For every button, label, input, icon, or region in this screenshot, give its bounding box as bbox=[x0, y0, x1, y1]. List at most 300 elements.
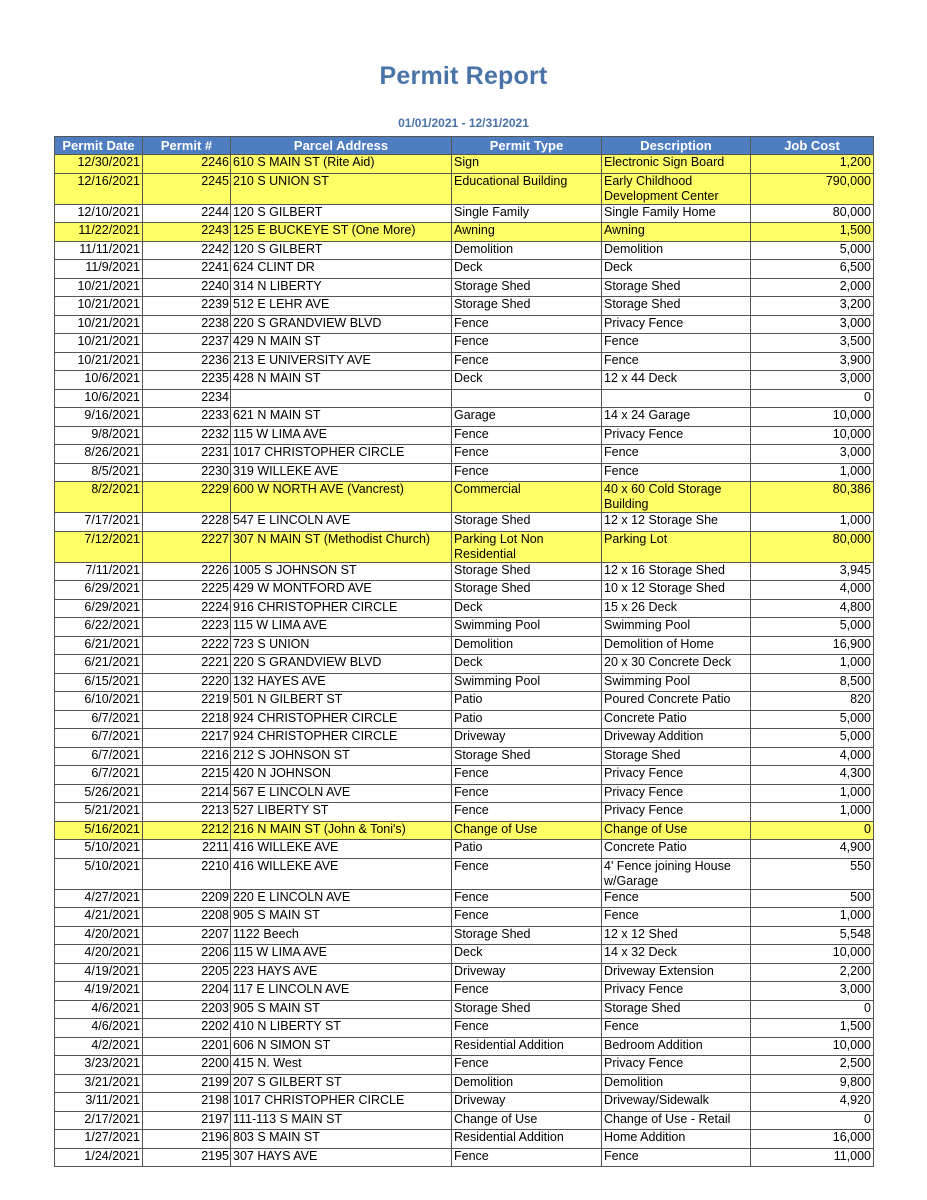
cell-permit-date: 4/6/2021 bbox=[55, 1019, 143, 1038]
table-row bbox=[55, 1019, 874, 1038]
cell-permit-number: 2222 bbox=[143, 636, 231, 655]
cell-description: Electronic Sign Board bbox=[602, 155, 751, 174]
cell-description: Concrete Patio bbox=[602, 840, 751, 859]
cell-permit-type: Educational Building bbox=[452, 173, 602, 204]
cell-permit-type: Storage Shed bbox=[452, 562, 602, 581]
cell-permit-type: Swimming Pool bbox=[452, 673, 602, 692]
cell-job-cost: 4,900 bbox=[751, 840, 874, 859]
cell-description: Early Childhood Development Center bbox=[602, 173, 751, 204]
cell-parcel-address: 314 N LIBERTY bbox=[231, 278, 452, 297]
date-range: 01/01/2021 - 12/31/2021 bbox=[398, 116, 529, 130]
cell-description: Concrete Patio bbox=[602, 710, 751, 729]
cell-description: Demolition bbox=[602, 1074, 751, 1093]
cell-description: Fence bbox=[602, 352, 751, 371]
cell-job-cost: 3,000 bbox=[751, 445, 874, 464]
cell-parcel-address: 501 N GILBERT ST bbox=[231, 692, 452, 711]
table-row bbox=[55, 241, 874, 260]
cell-permit-date: 6/21/2021 bbox=[55, 636, 143, 655]
table-row bbox=[55, 692, 874, 711]
table-row bbox=[55, 655, 874, 674]
cell-description: Privacy Fence bbox=[602, 426, 751, 445]
cell-parcel-address: 547 E LINCOLN AVE bbox=[231, 513, 452, 532]
cell-parcel-address: 132 HAYES AVE bbox=[231, 673, 452, 692]
cell-permit-number: 2196 bbox=[143, 1130, 231, 1149]
cell-permit-date: 4/20/2021 bbox=[55, 926, 143, 945]
cell-permit-number: 2204 bbox=[143, 982, 231, 1001]
table-row bbox=[55, 204, 874, 223]
cell-permit-type: Commercial bbox=[452, 482, 602, 513]
cell-parcel-address: 429 W MONTFORD AVE bbox=[231, 581, 452, 600]
cell-job-cost: 5,000 bbox=[751, 618, 874, 637]
table-row bbox=[55, 636, 874, 655]
cell-description: 10 x 12 Storage Shed bbox=[602, 581, 751, 600]
cell-job-cost: 3,900 bbox=[751, 352, 874, 371]
cell-description: 14 x 32 Deck bbox=[602, 945, 751, 964]
cell-description: Privacy Fence bbox=[602, 766, 751, 785]
cell-permit-number: 2231 bbox=[143, 445, 231, 464]
cell-parcel-address: 415 N. West bbox=[231, 1056, 452, 1075]
cell-job-cost: 1,200 bbox=[751, 155, 874, 174]
cell-permit-date: 3/21/2021 bbox=[55, 1074, 143, 1093]
cell-description: Storage Shed bbox=[602, 297, 751, 316]
cell-description: Demolition bbox=[602, 241, 751, 260]
cell-permit-type: Fence bbox=[452, 315, 602, 334]
cell-parcel-address: 428 N MAIN ST bbox=[231, 371, 452, 390]
cell-permit-type bbox=[452, 389, 602, 408]
cell-permit-date: 6/21/2021 bbox=[55, 655, 143, 674]
cell-job-cost: 3,000 bbox=[751, 371, 874, 390]
table-row bbox=[55, 840, 874, 859]
cell-permit-date: 6/10/2021 bbox=[55, 692, 143, 711]
table-row bbox=[55, 858, 874, 889]
table-row bbox=[55, 260, 874, 279]
cell-permit-type: Change of Use bbox=[452, 1111, 602, 1130]
cell-permit-type: Deck bbox=[452, 599, 602, 618]
table-header-row bbox=[55, 137, 874, 155]
cell-permit-date: 10/21/2021 bbox=[55, 278, 143, 297]
cell-job-cost: 5,548 bbox=[751, 926, 874, 945]
cell-parcel-address: 117 E LINCOLN AVE bbox=[231, 982, 452, 1001]
cell-permit-number: 2201 bbox=[143, 1037, 231, 1056]
cell-description: 12 x 16 Storage Shed bbox=[602, 562, 751, 581]
cell-permit-type: Fence bbox=[452, 426, 602, 445]
cell-permit-date: 11/9/2021 bbox=[55, 260, 143, 279]
cell-job-cost: 2,000 bbox=[751, 278, 874, 297]
cell-permit-number: 2239 bbox=[143, 297, 231, 316]
cell-permit-type: Demolition bbox=[452, 241, 602, 260]
table-row bbox=[55, 562, 874, 581]
cell-job-cost: 3,000 bbox=[751, 982, 874, 1001]
cell-job-cost: 80,386 bbox=[751, 482, 874, 513]
cell-permit-number: 2195 bbox=[143, 1148, 231, 1167]
cell-parcel-address: 606 N SIMON ST bbox=[231, 1037, 452, 1056]
cell-parcel-address: 512 E LEHR AVE bbox=[231, 297, 452, 316]
cell-parcel-address: 624 CLINT DR bbox=[231, 260, 452, 279]
table-row bbox=[55, 297, 874, 316]
table-row bbox=[55, 784, 874, 803]
cell-permit-date: 7/12/2021 bbox=[55, 531, 143, 562]
cell-description: Demolition of Home bbox=[602, 636, 751, 655]
cell-parcel-address: 1122 Beech bbox=[231, 926, 452, 945]
cell-permit-type: Fence bbox=[452, 858, 602, 889]
cell-permit-number: 2245 bbox=[143, 173, 231, 204]
cell-permit-date: 9/16/2021 bbox=[55, 408, 143, 427]
cell-permit-date: 11/11/2021 bbox=[55, 241, 143, 260]
cell-permit-number: 2225 bbox=[143, 581, 231, 600]
cell-permit-date: 6/7/2021 bbox=[55, 729, 143, 748]
cell-permit-type: Fence bbox=[452, 803, 602, 822]
cell-permit-date: 6/15/2021 bbox=[55, 673, 143, 692]
cell-parcel-address: 1017 CHRISTOPHER CIRCLE bbox=[231, 1093, 452, 1112]
cell-permit-number: 2232 bbox=[143, 426, 231, 445]
table-row bbox=[55, 599, 874, 618]
cell-permit-type: Fence bbox=[452, 908, 602, 927]
cell-parcel-address: 621 N MAIN ST bbox=[231, 408, 452, 427]
cell-permit-type: Residential Addition bbox=[452, 1037, 602, 1056]
cell-permit-number: 2234 bbox=[143, 389, 231, 408]
cell-permit-type: Storage Shed bbox=[452, 747, 602, 766]
table-row bbox=[55, 673, 874, 692]
cell-parcel-address: 610 S MAIN ST (Rite Aid) bbox=[231, 155, 452, 174]
cell-permit-type: Fence bbox=[452, 1019, 602, 1038]
cell-permit-type: Storage Shed bbox=[452, 297, 602, 316]
cell-permit-type: Residential Addition bbox=[452, 1130, 602, 1149]
cell-parcel-address: 416 WILLEKE AVE bbox=[231, 858, 452, 889]
cell-permit-number: 2243 bbox=[143, 223, 231, 242]
cell-description: Privacy Fence bbox=[602, 803, 751, 822]
table-row bbox=[55, 1074, 874, 1093]
cell-permit-date: 2/17/2021 bbox=[55, 1111, 143, 1130]
cell-parcel-address: 429 N MAIN ST bbox=[231, 334, 452, 353]
cell-parcel-address: 220 S GRANDVIEW BLVD bbox=[231, 655, 452, 674]
table-row bbox=[55, 513, 874, 532]
cell-permit-number: 2198 bbox=[143, 1093, 231, 1112]
table-row bbox=[55, 1000, 874, 1019]
cell-permit-date: 10/21/2021 bbox=[55, 352, 143, 371]
cell-job-cost: 1,000 bbox=[751, 655, 874, 674]
table-row bbox=[55, 926, 874, 945]
table-row bbox=[55, 278, 874, 297]
cell-job-cost: 3,945 bbox=[751, 562, 874, 581]
cell-parcel-address: 307 HAYS AVE bbox=[231, 1148, 452, 1167]
cell-permit-number: 2209 bbox=[143, 889, 231, 908]
cell-description: 14 x 24 Garage bbox=[602, 408, 751, 427]
cell-permit-number: 2219 bbox=[143, 692, 231, 711]
cell-parcel-address: 115 W LIMA AVE bbox=[231, 426, 452, 445]
cell-permit-number: 2199 bbox=[143, 1074, 231, 1093]
cell-permit-number: 2238 bbox=[143, 315, 231, 334]
cell-parcel-address: 924 CHRISTOPHER CIRCLE bbox=[231, 710, 452, 729]
cell-job-cost: 4,300 bbox=[751, 766, 874, 785]
table-row bbox=[55, 426, 874, 445]
cell-permit-type: Deck bbox=[452, 371, 602, 390]
table-row bbox=[55, 729, 874, 748]
cell-description: Storage Shed bbox=[602, 747, 751, 766]
cell-parcel-address: 410 N LIBERTY ST bbox=[231, 1019, 452, 1038]
cell-permit-date: 3/11/2021 bbox=[55, 1093, 143, 1112]
cell-permit-number: 2211 bbox=[143, 840, 231, 859]
table-row bbox=[55, 1111, 874, 1130]
cell-permit-date: 12/16/2021 bbox=[55, 173, 143, 204]
cell-parcel-address: 924 CHRISTOPHER CIRCLE bbox=[231, 729, 452, 748]
cell-job-cost: 1,000 bbox=[751, 513, 874, 532]
cell-job-cost: 10,000 bbox=[751, 426, 874, 445]
table-row bbox=[55, 531, 874, 562]
table-row bbox=[55, 803, 874, 822]
cell-permit-type: Fence bbox=[452, 784, 602, 803]
cell-permit-date: 4/2/2021 bbox=[55, 1037, 143, 1056]
cell-permit-number: 2224 bbox=[143, 599, 231, 618]
cell-description: Privacy Fence bbox=[602, 315, 751, 334]
cell-permit-date: 3/23/2021 bbox=[55, 1056, 143, 1075]
cell-parcel-address: 803 S MAIN ST bbox=[231, 1130, 452, 1149]
cell-permit-date: 4/21/2021 bbox=[55, 908, 143, 927]
table-row bbox=[55, 766, 874, 785]
cell-permit-number: 2200 bbox=[143, 1056, 231, 1075]
table-row bbox=[55, 389, 874, 408]
cell-job-cost: 3,000 bbox=[751, 315, 874, 334]
cell-permit-date: 12/30/2021 bbox=[55, 155, 143, 174]
cell-permit-number: 2216 bbox=[143, 747, 231, 766]
cell-job-cost: 2,200 bbox=[751, 963, 874, 982]
cell-parcel-address: 916 CHRISTOPHER CIRCLE bbox=[231, 599, 452, 618]
cell-permit-date: 7/11/2021 bbox=[55, 562, 143, 581]
cell-permit-number: 2244 bbox=[143, 204, 231, 223]
cell-description: Driveway Extension bbox=[602, 963, 751, 982]
cell-job-cost: 0 bbox=[751, 1111, 874, 1130]
cell-description: Storage Shed bbox=[602, 278, 751, 297]
cell-permit-number: 2202 bbox=[143, 1019, 231, 1038]
cell-permit-type: Garage bbox=[452, 408, 602, 427]
cell-permit-number: 2221 bbox=[143, 655, 231, 674]
cell-parcel-address: 527 LIBERTY ST bbox=[231, 803, 452, 822]
cell-parcel-address: 1017 CHRISTOPHER CIRCLE bbox=[231, 445, 452, 464]
table-row bbox=[55, 1148, 874, 1167]
header-description: Description bbox=[602, 137, 751, 155]
cell-job-cost: 80,000 bbox=[751, 531, 874, 562]
cell-permit-date: 4/19/2021 bbox=[55, 963, 143, 982]
cell-parcel-address: 220 E LINCOLN AVE bbox=[231, 889, 452, 908]
cell-parcel-address: 120 S GILBERT bbox=[231, 241, 452, 260]
cell-permit-date: 4/6/2021 bbox=[55, 1000, 143, 1019]
cell-description: Poured Concrete Patio bbox=[602, 692, 751, 711]
cell-description: Fence bbox=[602, 1019, 751, 1038]
cell-parcel-address: 905 S MAIN ST bbox=[231, 1000, 452, 1019]
cell-parcel-address: 319 WILLEKE AVE bbox=[231, 463, 452, 482]
cell-description: Privacy Fence bbox=[602, 1056, 751, 1075]
cell-permit-date: 6/22/2021 bbox=[55, 618, 143, 637]
cell-permit-date: 8/2/2021 bbox=[55, 482, 143, 513]
cell-parcel-address: 120 S GILBERT bbox=[231, 204, 452, 223]
cell-description: 12 x 12 Storage She bbox=[602, 513, 751, 532]
cell-permit-type: Demolition bbox=[452, 636, 602, 655]
table-row bbox=[55, 1130, 874, 1149]
cell-description: Fence bbox=[602, 445, 751, 464]
cell-description: 40 x 60 Cold Storage Building bbox=[602, 482, 751, 513]
cell-job-cost: 5,000 bbox=[751, 710, 874, 729]
table-row bbox=[55, 908, 874, 927]
cell-job-cost: 1,000 bbox=[751, 784, 874, 803]
cell-job-cost: 1,000 bbox=[751, 908, 874, 927]
table-body bbox=[55, 155, 874, 1167]
cell-permit-number: 2235 bbox=[143, 371, 231, 390]
cell-permit-type: Parking Lot Non Residential bbox=[452, 531, 602, 562]
cell-permit-date: 6/7/2021 bbox=[55, 747, 143, 766]
table-row bbox=[55, 1037, 874, 1056]
cell-permit-number: 2240 bbox=[143, 278, 231, 297]
cell-parcel-address: 213 E UNIVERSITY AVE bbox=[231, 352, 452, 371]
cell-parcel-address bbox=[231, 389, 452, 408]
cell-description: Home Addition bbox=[602, 1130, 751, 1149]
cell-permit-number: 2246 bbox=[143, 155, 231, 174]
cell-job-cost: 4,000 bbox=[751, 581, 874, 600]
cell-permit-number: 2218 bbox=[143, 710, 231, 729]
cell-permit-number: 2236 bbox=[143, 352, 231, 371]
cell-permit-date: 6/7/2021 bbox=[55, 766, 143, 785]
cell-permit-date: 10/21/2021 bbox=[55, 315, 143, 334]
cell-parcel-address: 223 HAYS AVE bbox=[231, 963, 452, 982]
cell-permit-number: 2223 bbox=[143, 618, 231, 637]
cell-permit-type: Driveway bbox=[452, 729, 602, 748]
cell-permit-type: Fence bbox=[452, 352, 602, 371]
cell-parcel-address: 115 W LIMA AVE bbox=[231, 618, 452, 637]
cell-permit-type: Storage Shed bbox=[452, 926, 602, 945]
cell-parcel-address: 420 N JOHNSON bbox=[231, 766, 452, 785]
cell-permit-type: Patio bbox=[452, 840, 602, 859]
table-row bbox=[55, 352, 874, 371]
cell-description: Storage Shed bbox=[602, 1000, 751, 1019]
cell-job-cost: 820 bbox=[751, 692, 874, 711]
cell-permit-date: 5/10/2021 bbox=[55, 840, 143, 859]
cell-description: Fence bbox=[602, 463, 751, 482]
cell-permit-type: Deck bbox=[452, 945, 602, 964]
table-row bbox=[55, 963, 874, 982]
cell-description: Swimming Pool bbox=[602, 618, 751, 637]
cell-permit-number: 2214 bbox=[143, 784, 231, 803]
cell-job-cost: 500 bbox=[751, 889, 874, 908]
cell-description: Parking Lot bbox=[602, 531, 751, 562]
cell-job-cost: 790,000 bbox=[751, 173, 874, 204]
cell-permit-date: 4/20/2021 bbox=[55, 945, 143, 964]
cell-permit-type: Change of Use bbox=[452, 821, 602, 840]
table-row bbox=[55, 747, 874, 766]
cell-permit-date: 10/21/2021 bbox=[55, 297, 143, 316]
cell-permit-type: Demolition bbox=[452, 1074, 602, 1093]
cell-job-cost: 4,800 bbox=[751, 599, 874, 618]
cell-permit-number: 2230 bbox=[143, 463, 231, 482]
cell-permit-type: Fence bbox=[452, 463, 602, 482]
cell-parcel-address: 723 S UNION bbox=[231, 636, 452, 655]
cell-parcel-address: 111-113 S MAIN ST bbox=[231, 1111, 452, 1130]
cell-permit-date: 7/17/2021 bbox=[55, 513, 143, 532]
table-row bbox=[55, 710, 874, 729]
cell-permit-type: Driveway bbox=[452, 1093, 602, 1112]
cell-job-cost: 1,000 bbox=[751, 463, 874, 482]
cell-permit-number: 2229 bbox=[143, 482, 231, 513]
cell-description: Fence bbox=[602, 908, 751, 927]
table-row bbox=[55, 334, 874, 353]
cell-description bbox=[602, 389, 751, 408]
cell-permit-date: 6/29/2021 bbox=[55, 581, 143, 600]
cell-job-cost: 550 bbox=[751, 858, 874, 889]
cell-permit-date: 11/22/2021 bbox=[55, 223, 143, 242]
cell-description: Privacy Fence bbox=[602, 784, 751, 803]
cell-permit-number: 2226 bbox=[143, 562, 231, 581]
cell-permit-number: 2208 bbox=[143, 908, 231, 927]
cell-permit-number: 2212 bbox=[143, 821, 231, 840]
cell-description: 20 x 30 Concrete Deck bbox=[602, 655, 751, 674]
cell-job-cost: 0 bbox=[751, 1000, 874, 1019]
cell-parcel-address: 1005 S JOHNSON ST bbox=[231, 562, 452, 581]
cell-description: Swimming Pool bbox=[602, 673, 751, 692]
cell-permit-type: Deck bbox=[452, 260, 602, 279]
table-row bbox=[55, 408, 874, 427]
cell-job-cost: 0 bbox=[751, 821, 874, 840]
cell-permit-number: 2206 bbox=[143, 945, 231, 964]
cell-job-cost: 1,000 bbox=[751, 803, 874, 822]
cell-permit-number: 2227 bbox=[143, 531, 231, 562]
cell-permit-date: 5/26/2021 bbox=[55, 784, 143, 803]
cell-parcel-address: 600 W NORTH AVE (Vancrest) bbox=[231, 482, 452, 513]
cell-parcel-address: 125 E BUCKEYE ST (One More) bbox=[231, 223, 452, 242]
table-row bbox=[55, 945, 874, 964]
header-permit-type: Permit Type bbox=[452, 137, 602, 155]
cell-description: Deck bbox=[602, 260, 751, 279]
table-row bbox=[55, 223, 874, 242]
header-job-cost: Job Cost bbox=[751, 137, 874, 155]
cell-permit-date: 1/24/2021 bbox=[55, 1148, 143, 1167]
cell-parcel-address: 416 WILLEKE AVE bbox=[231, 840, 452, 859]
cell-permit-type: Fence bbox=[452, 982, 602, 1001]
cell-permit-date: 8/26/2021 bbox=[55, 445, 143, 464]
table-row bbox=[55, 371, 874, 390]
cell-permit-type: Fence bbox=[452, 766, 602, 785]
cell-permit-date: 12/10/2021 bbox=[55, 204, 143, 223]
cell-permit-type: Fence bbox=[452, 889, 602, 908]
cell-permit-type: Fence bbox=[452, 334, 602, 353]
cell-permit-type: Swimming Pool bbox=[452, 618, 602, 637]
cell-job-cost: 3,200 bbox=[751, 297, 874, 316]
header-parcel-address: Parcel Address bbox=[231, 137, 452, 155]
table-row bbox=[55, 889, 874, 908]
cell-job-cost: 11,000 bbox=[751, 1148, 874, 1167]
cell-job-cost: 1,500 bbox=[751, 1019, 874, 1038]
cell-permit-type: Patio bbox=[452, 692, 602, 711]
cell-permit-number: 2241 bbox=[143, 260, 231, 279]
cell-description: Driveway/Sidewalk bbox=[602, 1093, 751, 1112]
cell-permit-date: 4/19/2021 bbox=[55, 982, 143, 1001]
cell-description: Bedroom Addition bbox=[602, 1037, 751, 1056]
header-permit-number: Permit # bbox=[143, 137, 231, 155]
cell-parcel-address: 207 S GILBERT ST bbox=[231, 1074, 452, 1093]
cell-job-cost: 1,500 bbox=[751, 223, 874, 242]
cell-parcel-address: 115 W LIMA AVE bbox=[231, 945, 452, 964]
table-row bbox=[55, 173, 874, 204]
cell-parcel-address: 307 N MAIN ST (Methodist Church) bbox=[231, 531, 452, 562]
cell-permit-number: 2237 bbox=[143, 334, 231, 353]
cell-permit-type: Driveway bbox=[452, 963, 602, 982]
cell-permit-date: 10/6/2021 bbox=[55, 371, 143, 390]
cell-permit-type: Single Family bbox=[452, 204, 602, 223]
cell-job-cost: 3,500 bbox=[751, 334, 874, 353]
cell-parcel-address: 220 S GRANDVIEW BLVD bbox=[231, 315, 452, 334]
table-row bbox=[55, 618, 874, 637]
cell-permit-number: 2203 bbox=[143, 1000, 231, 1019]
cell-job-cost: 16,000 bbox=[751, 1130, 874, 1149]
cell-permit-type: Fence bbox=[452, 445, 602, 464]
table-row bbox=[55, 581, 874, 600]
cell-permit-date: 8/5/2021 bbox=[55, 463, 143, 482]
